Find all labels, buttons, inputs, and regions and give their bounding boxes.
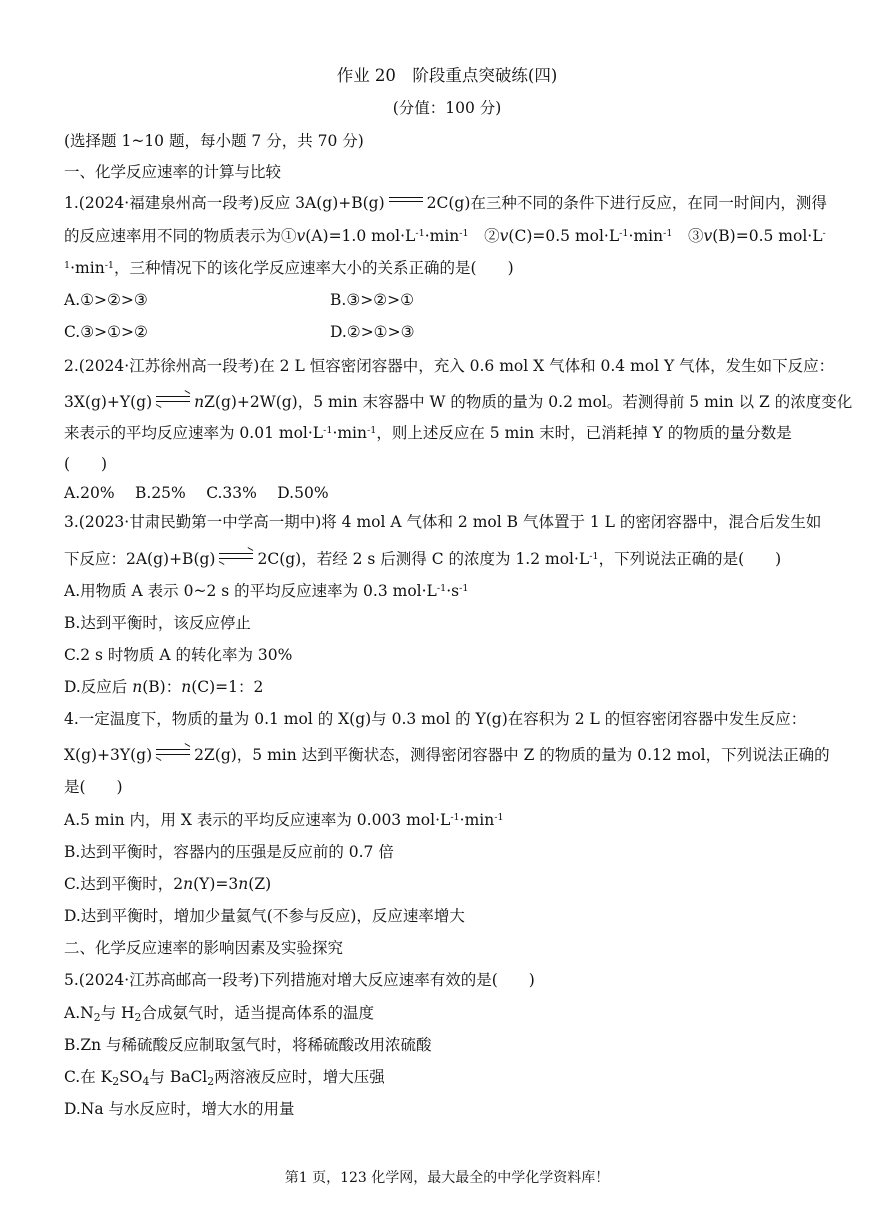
q4-line-1: 4.一定温度下，物质的量为 0.1 mol 的 X(g)与 0.3 mol 的 Y(g)在容积为 2 L 的恒容密闭容器中发生反应： [64, 710, 807, 728]
q2-options: A.20% B.25% C.33% D.50% [64, 484, 329, 502]
q1-line-1: 1.(2024·福建泉州高一段考)反应 3A(g)+B(g) 2C(g)在三种不同的条件下进行反应，在同一时间内，测得 [64, 194, 827, 212]
q1-line-3: $^1\cdot\min^{-1}$，三种情况下的该化学反应速率大小的关系正确的是( ) [64, 259, 514, 277]
q3-option-c: C.2 s 时物质 A 的转化率为 30% [64, 646, 293, 664]
q5-option-d: D.Na 与水反应时，增大水的用量 [64, 1100, 295, 1118]
reversible-arrow-icon [154, 746, 192, 758]
q5-line-1: 5.(2024·江苏高邮高一段考)下列措施对增大反应速率有效的是( ) [64, 971, 535, 989]
q5-option-c: C.在 $K_2SO_4$与 BaCl$_2$两溶液反应时，增大压强 [64, 1068, 385, 1088]
q1-option-a: A.①>②>③ [64, 291, 148, 309]
page-footer: 第1 页，123 化学网，最大最全的中学化学资料库！ [284, 1170, 610, 1186]
equals-sign-icon [387, 194, 425, 206]
q2-line-3: 来表示的平均反应速率为 0.01 $mol\cdot L^{-1}\cdot\min^{-1}$，则上述反应在 5 min 末时，已消耗掉 Y 的物质的量分数是 [64, 424, 792, 442]
q1-option-b: B.③>②>① [330, 291, 414, 309]
q2-line-2: 3X(g)+Y(g) nZ(g)+2W(g)，5 min 末容器中 W 的物质的量为 0.2 mol。若测得前 5 min 以 Z 的浓度变化 [64, 392, 852, 412]
q4-option-d: D.达到平衡时，增加少量氦气(不参与反应)，反应速率增大 [64, 907, 465, 925]
q3-option-a: A.用物质 A 表示 0~2 s 的平均反应速率为 0.3 $mol\cdot L^{-1}\cdot s^{-1}$ [64, 582, 469, 600]
q5-option-a: $A.N_2$与 $H_2$合成氨气时，适当提高体系的温度 [64, 1004, 374, 1024]
q3-line-1: 3.(2023·甘肃民勤第一中学高一期中)将 4 mol A 气体和 2 mol B 气体置于 1 L 的密闭容器中，混合后发生如 [64, 513, 822, 531]
q3-option-d: D.反应后 n(B)：n(C)=1：2 [64, 678, 264, 696]
q1-option-d: D.②>①>③ [330, 323, 415, 341]
q2-answer-blank: ( ) [64, 455, 108, 473]
q3-option-b: B.达到平衡时，该反应停止 [64, 614, 251, 632]
q4-option-b: B.达到平衡时，容器内的压强是反应前的 0.7 倍 [64, 843, 394, 861]
section-heading-2: 二、化学反应速率的影响因素及实验探究 [64, 939, 344, 957]
reversible-arrow-icon [217, 550, 255, 562]
score-note: (分值：100 分) [392, 99, 502, 117]
q1-option-c: C.③>①>② [64, 323, 148, 341]
intro-note: (选择题 1~10 题，每小题 7 分，共 70 分) [64, 132, 364, 150]
section-heading-1: 一、化学反应速率的计算与比较 [64, 163, 282, 181]
reversible-arrow-icon [154, 393, 192, 405]
q4-option-a: A.5 min 内，用 X 表示的平均反应速率为 0.003 $mol\cdot L^{-1}\cdot\min^{-1}$ [64, 811, 504, 829]
q1-line-2: 的反应速率用不同的物质表示为①v(A)=1.0 $mol\cdot L^{-1}\cdot\min^{-1}$ ②v(C)=0.5 $mol\cdot L^{-1}\cdot\min^{-1}$ ③v(B)=0.5 mol·L- [64, 227, 826, 245]
q3-line-2: 下反应：2A(g)+B(g) 2C(g)，若经 2 s 后测得 C 的浓度为 1.2 $mol\cdot L^{-1}$，下列说法正确的是( ) [64, 549, 781, 569]
q4-option-c: C.达到平衡时，2n(Y)=3n(Z) [64, 875, 272, 893]
q4-line-2: X(g)+3Y(g) 2Z(g)，5 min 达到平衡状态，测得密闭容器中 Z 的物质的量为 0.12 mol，下列说法正确的 [64, 745, 830, 765]
q5-option-b: B.Zn 与稀硫酸反应制取氢气时，将稀硫酸改用浓硫酸 [64, 1036, 432, 1054]
q4-line-3: 是( ) [64, 778, 123, 796]
page-title: 作业 20 阶段重点突破练(四) [336, 66, 558, 85]
q2-line-1: 2.(2024·江苏徐州高一段考)在 2 L 恒容密闭容器中，充入 0.6 mol X 气体和 0.4 mol Y 气体，发生如下反应： [64, 357, 835, 375]
